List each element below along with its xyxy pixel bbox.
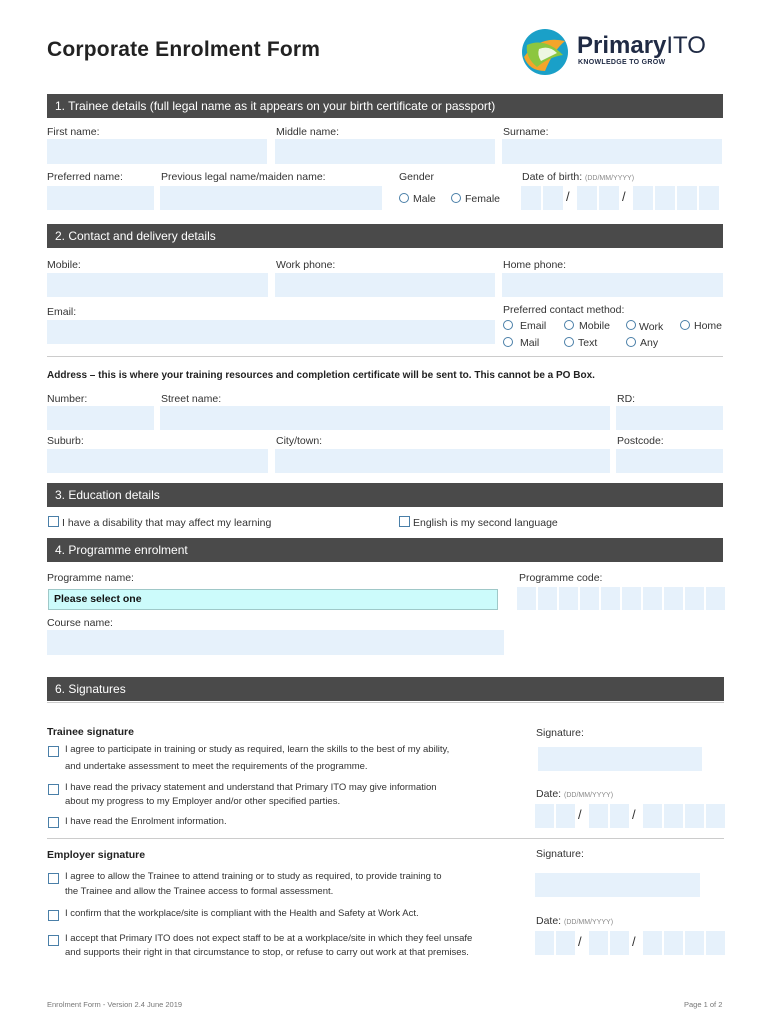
- email-field[interactable]: [47, 320, 495, 344]
- trainee-agree-checkbox[interactable]: [48, 746, 59, 757]
- surname-label: Surname:: [503, 126, 549, 138]
- gender-female-label: Female: [465, 193, 501, 205]
- street-field[interactable]: [160, 406, 610, 430]
- digit-box: [589, 804, 608, 828]
- work-phone-label: Work phone:: [276, 259, 336, 271]
- employer-agree-text-cont: the Trainee and allow the Trainee access to formal assessment.: [65, 886, 334, 897]
- digit-box: [643, 931, 662, 955]
- digit-box: [580, 587, 599, 610]
- employer-unsafe-checkbox[interactable]: [48, 935, 59, 946]
- first-name-label: First name:: [47, 126, 100, 138]
- previous-name-field[interactable]: [160, 186, 382, 210]
- section-4-heading: 4. Programme enrolment: [47, 538, 723, 562]
- previous-name-label: Previous legal name/maiden name:: [161, 171, 326, 183]
- gender-male-radio[interactable]: [399, 193, 409, 203]
- programme-name-label: Programme name:: [47, 572, 134, 584]
- trainee-privacy-checkbox[interactable]: [48, 784, 59, 795]
- digit-box: [664, 587, 683, 610]
- digit-box: [677, 186, 697, 210]
- trainee-enrolment-info-checkbox[interactable]: [48, 817, 59, 828]
- digit-box: [643, 587, 662, 610]
- surname-field[interactable]: [502, 139, 722, 164]
- digit-box: [535, 931, 554, 955]
- section-6-heading: 6. Signatures: [47, 677, 724, 701]
- section-2-heading: 2. Contact and delivery details: [47, 224, 723, 248]
- section-3-heading: 3. Education details: [47, 483, 723, 507]
- digit-box: [610, 931, 629, 955]
- date-separator: /: [578, 934, 582, 949]
- digit-box: [685, 804, 704, 828]
- digit-box: [535, 804, 554, 828]
- contact-text-radio[interactable]: [564, 337, 574, 347]
- employer-unsafe-text: I accept that Primary ITO does not expect staff to be at a workplace/site in which they feel unsafe: [65, 933, 473, 944]
- suburb-field[interactable]: [47, 449, 268, 473]
- middle-name-field[interactable]: [275, 139, 495, 164]
- trainee-signature-label: Signature:: [536, 727, 584, 739]
- digit-box: [664, 931, 683, 955]
- trainee-signature-field[interactable]: [538, 747, 702, 771]
- trainee-privacy-text-cont: about my progress to my Employer and/or other specified parties.: [65, 796, 341, 807]
- contact-mobile-label: Mobile: [579, 320, 610, 332]
- contact-email-radio[interactable]: [503, 320, 513, 330]
- employer-unsafe-text-cont: and supports their right in that circumstance to stop, or refuse to carry out work at that premises.: [65, 947, 469, 958]
- date-separator: /: [578, 807, 582, 822]
- mobile-field[interactable]: [47, 273, 268, 297]
- home-phone-label: Home phone:: [503, 259, 567, 271]
- digit-box: [685, 587, 704, 610]
- preferred-name-label: Preferred name:: [47, 171, 123, 183]
- email-label: Email:: [47, 306, 77, 318]
- digit-box: [538, 587, 557, 610]
- number-label: Number:: [47, 393, 88, 405]
- contact-work-label: Work: [639, 321, 664, 333]
- street-label: Street name:: [161, 393, 222, 405]
- primary-ito-logo-icon: [519, 27, 575, 77]
- trainee-enrolment-info-text: I have read the Enrolment information.: [65, 816, 227, 827]
- digit-box: [664, 804, 683, 828]
- digit-box: [706, 931, 725, 955]
- trainee-signature-heading: Trainee signature: [47, 726, 134, 738]
- digit-box: [622, 587, 641, 610]
- trainee-agree-text-cont: and undertake assessment to meet the requirements of the programme.: [65, 761, 368, 772]
- trainee-agree-text: I agree to participate in training or study as required, learn the skills to the best of my ability,: [65, 744, 450, 755]
- middle-name-label: Middle name:: [276, 126, 340, 138]
- date-separator: /: [622, 189, 626, 204]
- contact-mail-radio[interactable]: [503, 337, 513, 347]
- suburb-label: Suburb:: [47, 435, 84, 447]
- contact-email-label: Email: [520, 320, 547, 332]
- english-second-language-label: English is my second language: [413, 517, 558, 529]
- employer-signature-label: Signature:: [536, 848, 584, 860]
- digit-box: [559, 587, 578, 610]
- employer-agree-checkbox[interactable]: [48, 873, 59, 884]
- digit-box: [601, 587, 620, 610]
- dob-label: Date of birth: (DD/MM/YYYY): [522, 171, 635, 183]
- rd-field[interactable]: [616, 406, 723, 430]
- digit-box: [655, 186, 675, 210]
- programme-code-label: Programme code:: [519, 572, 603, 584]
- mobile-label: Mobile:: [47, 259, 81, 271]
- employer-date-field[interactable]: [535, 931, 724, 955]
- preferred-name-field[interactable]: [47, 186, 154, 210]
- employer-date-label: Date: (DD/MM/YYYY): [536, 915, 614, 927]
- city-field[interactable]: [275, 449, 610, 473]
- contact-mail-label: Mail: [520, 337, 540, 349]
- logo-wordmark: PrimaryITO: [577, 32, 706, 59]
- digit-box: [699, 186, 719, 210]
- contact-home-radio[interactable]: [680, 320, 690, 330]
- digit-box: [610, 804, 629, 828]
- employer-health-safety-checkbox[interactable]: [48, 910, 59, 921]
- employer-signature-field[interactable]: [535, 873, 700, 897]
- programme-name-select[interactable]: Please select one: [48, 589, 498, 610]
- digit-box: [599, 186, 619, 210]
- contact-mobile-radio[interactable]: [564, 320, 574, 330]
- contact-text-label: Text: [578, 337, 598, 349]
- footer-version: Enrolment Form - Version 2.4 June 2019: [47, 1000, 183, 1009]
- gender-female-radio[interactable]: [451, 193, 461, 203]
- digit-box: [643, 804, 662, 828]
- disability-checkbox[interactable]: [48, 516, 59, 527]
- employer-date-hint: (DD/MM/YYYY): [564, 919, 614, 926]
- digit-box: [633, 186, 653, 210]
- trainee-date-label: Date: (DD/MM/YYYY): [536, 788, 614, 800]
- digit-box: [685, 931, 704, 955]
- footer-page-number: Page 1 of 2: [684, 1000, 723, 1009]
- first-name-field[interactable]: [47, 139, 267, 164]
- logo-tagline: KNOWLEDGE TO GROW: [578, 59, 666, 66]
- work-phone-field[interactable]: [275, 273, 495, 297]
- gender-male-label: Male: [413, 193, 436, 205]
- digit-box: [556, 804, 575, 828]
- digit-box: [706, 804, 725, 828]
- contact-any-radio[interactable]: [626, 337, 636, 347]
- trainee-privacy-text: I have read the privacy statement and understand that Primary ITO may give information: [65, 782, 437, 793]
- dob-hint: (DD/MM/YYYY): [585, 175, 635, 182]
- digit-box: [706, 587, 725, 610]
- employer-signature-heading: Employer signature: [47, 849, 146, 861]
- course-name-label: Course name:: [47, 617, 113, 629]
- digit-box: [589, 931, 608, 955]
- number-field[interactable]: [47, 406, 154, 430]
- date-separator: /: [632, 934, 636, 949]
- postcode-label: Postcode:: [617, 435, 664, 447]
- disability-label: I have a disability that may affect my learning: [62, 517, 272, 529]
- digit-box: [517, 587, 536, 610]
- trainee-date-field[interactable]: [535, 804, 724, 828]
- employer-agree-text: I agree to allow the Trainee to attend training or to study as required, to provide training to: [65, 871, 442, 882]
- date-separator: /: [632, 807, 636, 822]
- date-separator: /: [566, 189, 570, 204]
- section-1-heading: 1. Trainee details (full legal name as it appears on your birth certificate or passport): [47, 94, 723, 118]
- home-phone-field[interactable]: [502, 273, 723, 297]
- contact-work-radio[interactable]: [626, 320, 636, 330]
- divider: [47, 702, 724, 703]
- gender-label: Gender: [399, 171, 435, 183]
- digit-box: [577, 186, 597, 210]
- divider: [47, 356, 723, 357]
- digit-box: [556, 931, 575, 955]
- divider: [47, 838, 724, 839]
- english-second-language-checkbox[interactable]: [399, 516, 410, 527]
- trainee-date-hint: (DD/MM/YYYY): [564, 792, 614, 799]
- form-title: Corporate Enrolment Form: [47, 38, 321, 61]
- preferred-contact-label: Preferred contact method:: [503, 304, 625, 316]
- postcode-field[interactable]: [616, 449, 723, 473]
- course-name-field[interactable]: [47, 630, 504, 655]
- digit-box: [521, 186, 541, 210]
- employer-health-safety-text: I confirm that the workplace/site is compliant with the Health and Safety at Work Act.: [65, 908, 419, 919]
- city-label: City/town:: [276, 435, 323, 447]
- dob-field[interactable]: [521, 186, 723, 210]
- programme-code-field[interactable]: [517, 587, 724, 610]
- contact-home-label: Home: [694, 320, 723, 332]
- rd-label: RD:: [617, 393, 636, 405]
- contact-any-label: Any: [640, 337, 659, 349]
- digit-box: [543, 186, 563, 210]
- address-heading: Address – this is where your training resources and completion certificate will be sent to. This cannot be a PO Box.: [47, 370, 595, 381]
